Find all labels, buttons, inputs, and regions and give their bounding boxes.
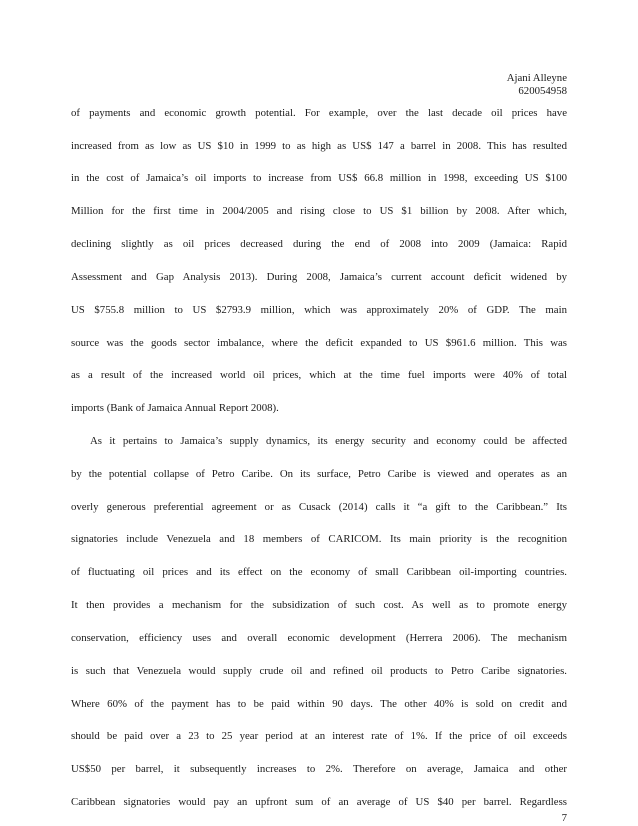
text-line: by the potential collapse of Petro Caribe. On its surface, Petro Caribe is viewed and operates as an <box>71 468 567 480</box>
text-line: is such that Venezuela would supply crude oil and refined oil products to Petro Caribe signatories. <box>71 665 567 677</box>
text-line: of payments and economic growth potential. For example, over the last decade oil prices have <box>71 107 567 119</box>
text-line: source was the goods sector imbalance, where the deficit expanded to US $961.6 million. This was <box>71 337 567 349</box>
text-line: Assessment and Gap Analysis 2013). During 2008, Jamaica’s current account deficit widened by <box>71 271 567 283</box>
text-line: Million for the first time in 2004/2005 and rising close to US $1 billion by 2008. After which, <box>71 205 567 217</box>
text-line: declining slightly as oil prices decreased during the end of 2008 into 2009 (Jamaica: Rapid <box>71 238 567 250</box>
text-line: US$50 per barrel, it subsequently increases to 2%. Therefore on average, Jamaica and other <box>71 763 567 775</box>
text-line: increased from as low as US $10 in 1999 to as high as US$ 147 a barrel in 2008. This has resulted <box>71 140 567 152</box>
author-name: Ajani Alleyne <box>506 72 567 84</box>
text-line: in the cost of Jamaica’s oil imports to increase from US$ 66.8 million in 1998, exceeding US $100 <box>71 172 567 184</box>
text-line: conservation, efficiency uses and overall economic development (Herrera 2006). The mechanism <box>71 632 567 644</box>
text-line: overly generous preferential agreement or as Cusack (2014) calls it “a gift to the Caribbean.” Its <box>71 501 567 513</box>
text-line: US $755.8 million to US $2793.9 million, which was approximately 20% of GDP. The main <box>71 304 567 316</box>
text-line: signatories include Venezuela and 18 members of CARICOM. Its main priority is the recognition <box>71 533 567 545</box>
text-line: as a result of the increased world oil prices, which at the time fuel imports were 40% of total <box>71 369 567 381</box>
text-line: As it pertains to Jamaica’s supply dynamics, its energy security and economy could be affected <box>90 435 567 447</box>
page-header <box>507 72 567 98</box>
student-id: 620054958 <box>518 85 567 97</box>
text-line: of fluctuating oil prices and its effect on the economy of small Caribbean oil-importing countries. <box>71 566 567 578</box>
text-line: Caribbean signatories would pay an upfront sum of an average of US $40 per barrel. Regardless <box>71 796 567 808</box>
text-line: should be paid over a 23 to 25 year period at an interest rate of 1%. If the price of oil exceeds <box>71 730 567 742</box>
text-line: It then provides a mechanism for the subsidization of such cost. As well as to promote energy <box>71 599 567 611</box>
page-number: 7 <box>561 812 567 824</box>
text-line: Where 60% of the payment has to be paid within 90 days. The other 40% is sold on credit and <box>71 698 567 710</box>
text-line: imports (Bank of Jamaica Annual Report 2008). <box>71 402 279 414</box>
